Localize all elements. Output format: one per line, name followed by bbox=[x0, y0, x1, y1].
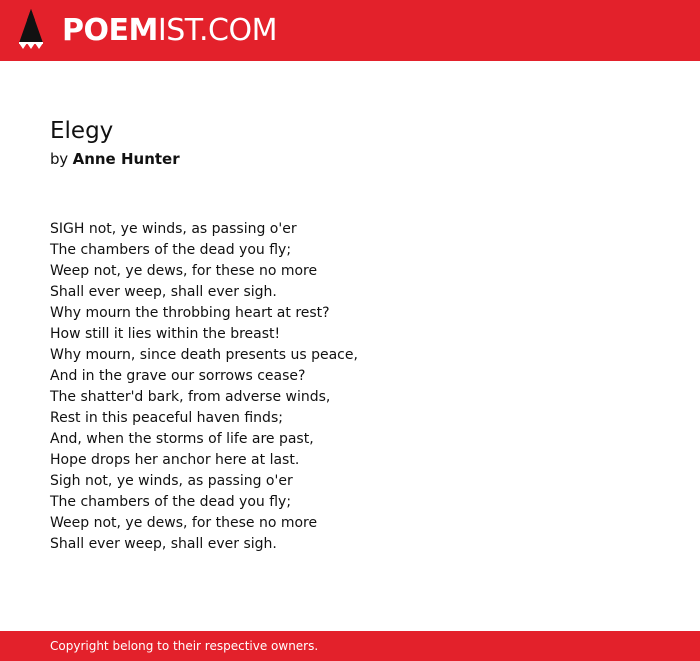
poem-line: Weep not, ye dews, for these no more bbox=[50, 515, 318, 531]
poem-body bbox=[50, 219, 358, 555]
site-footer bbox=[0, 631, 700, 661]
poem-line: How still it lies within the breast! bbox=[50, 326, 281, 342]
byline-prefix: by bbox=[50, 150, 68, 168]
poem-line: Hope drops her anchor here at last. bbox=[50, 452, 300, 468]
poem-line: Rest in this peaceful haven finds; bbox=[50, 410, 283, 426]
poem-line: Weep not, ye dews, for these no more bbox=[50, 263, 318, 279]
poem-line: Shall ever weep, shall ever sigh. bbox=[50, 536, 277, 552]
poem-line: Sigh not, ye winds, as passing o'er bbox=[50, 473, 293, 489]
poem-line: Why mourn the throbbing heart at rest? bbox=[50, 305, 330, 321]
site-header bbox=[0, 0, 700, 61]
poem-line: And in the grave our sorrows cease? bbox=[50, 368, 306, 384]
poem-line: And, when the storms of life are past, bbox=[50, 431, 314, 447]
pencil-tip-icon[interactable] bbox=[18, 9, 44, 51]
poem-line: Why mourn, since death presents us peace, bbox=[50, 347, 358, 363]
site-logo-link[interactable] bbox=[62, 11, 277, 51]
logo-text-light: IST.COM bbox=[157, 13, 277, 48]
poem-line: The chambers of the dead you fly; bbox=[50, 242, 292, 258]
poem-line: SIGH not, ye winds, as passing o'er bbox=[50, 221, 297, 237]
poem-title: Elegy bbox=[50, 118, 114, 144]
copyright-text: Copyright belong to their respective owners. bbox=[50, 639, 319, 653]
logo-text-bold: POEM bbox=[62, 13, 158, 48]
poem-byline bbox=[50, 149, 180, 169]
poem-line: Shall ever weep, shall ever sigh. bbox=[50, 284, 277, 300]
poem-line: The chambers of the dead you fly; bbox=[50, 494, 292, 510]
poem-author: Anne Hunter bbox=[72, 150, 180, 168]
poem-line: The shatter'd bark, from adverse winds, bbox=[50, 389, 331, 405]
